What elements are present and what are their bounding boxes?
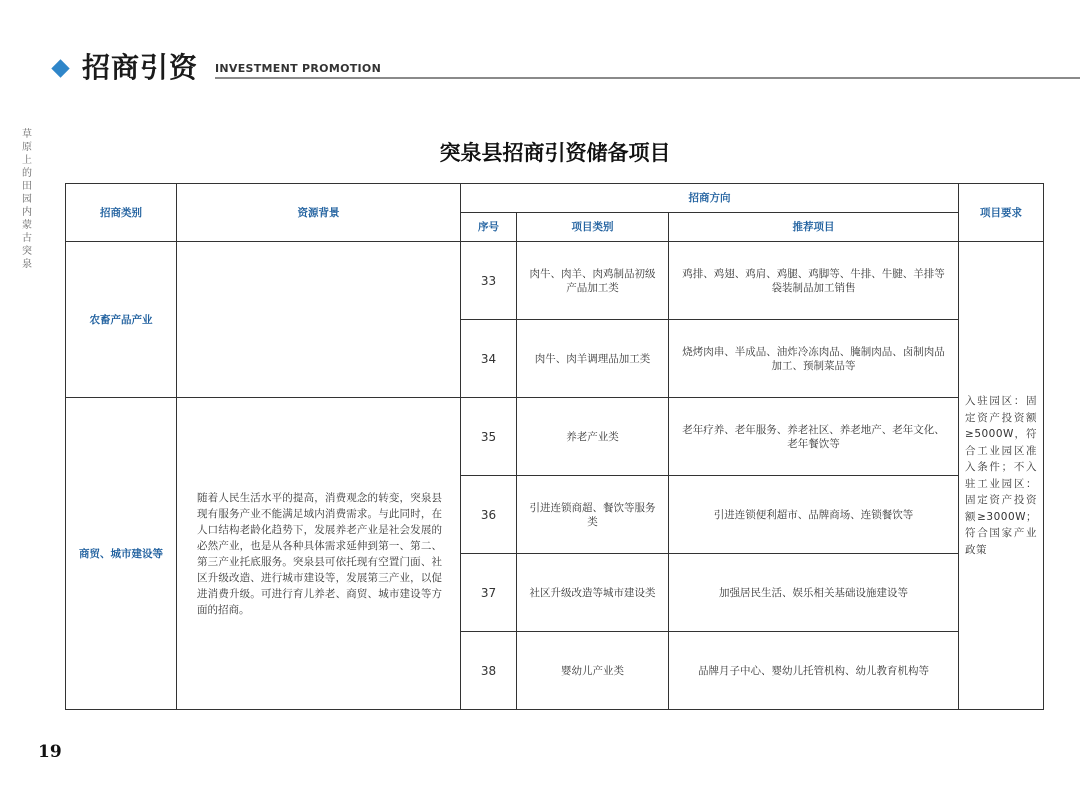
header-divider	[215, 77, 1080, 79]
number-cell: 37	[461, 554, 517, 632]
number-cell: 36	[461, 476, 517, 554]
diamond-icon	[51, 59, 69, 77]
type-cell: 肉牛、肉羊、肉鸡制品初级产品加工类	[517, 242, 669, 320]
table-row	[66, 242, 1044, 320]
table-row	[66, 398, 1044, 476]
project-table	[65, 183, 1044, 710]
header-type: 项目类别	[517, 213, 669, 242]
number-cell: 33	[461, 242, 517, 320]
table-title: 突泉县招商引资储备项目	[439, 141, 671, 165]
page-header	[0, 0, 1080, 100]
header-recommended: 推荐项目	[669, 213, 959, 242]
category-cell: 商贸、城市建设等	[66, 398, 177, 710]
header-requirement: 项目要求	[959, 184, 1044, 242]
type-cell: 社区升级改造等城市建设类	[517, 554, 669, 632]
header-number: 序号	[461, 213, 517, 242]
side-vertical-text: 草原上的田园 内蒙古突泉	[22, 129, 32, 270]
background-cell	[177, 242, 461, 398]
recommended-cell: 烧烤肉串、半成品、油炸冷冻肉品、腌制肉品、卤制肉品加工、预制菜品等	[669, 320, 959, 398]
type-cell: 养老产业类	[517, 398, 669, 476]
background-cell: 随着人民生活水平的提高，消费观念的转变，突泉县现有服务产业不能满足域内消费需求。与此同时，在人口结构老龄化趋势下，发展养老产业是社会发展的必然产业，也是从各种具体需求延伸到第一、第二、第三产业托底服务。突泉县可依托现有空置门面、社区升级改造、进行城市建设等，发展第三产业，以促进消费升级。可进行育儿养老、商贸、城市建设等方面的招商。	[177, 398, 461, 710]
type-cell: 引进连锁商超、餐饮等服务类	[517, 476, 669, 554]
recommended-cell: 老年疗养、老年服务、养老社区、养老地产、老年文化、老年餐饮等	[669, 398, 959, 476]
category-cell: 农畜产品产业	[66, 242, 177, 398]
requirement-cell: 入驻园区：固定资产投资额≥5000W，符合工业园区准入条件；不入驻工业园区：固定资产投资额≥3000W；符合国家产业政策	[959, 242, 1044, 710]
type-cell: 婴幼儿产业类	[517, 632, 669, 710]
recommended-cell: 品牌月子中心、婴幼儿托管机构、幼儿教育机构等	[669, 632, 959, 710]
section-title: 招商引资	[82, 51, 199, 84]
header-direction: 招商方向	[461, 184, 959, 213]
page-number: 19	[38, 742, 62, 762]
header-background: 资源背景	[177, 184, 461, 242]
header-category: 招商类别	[66, 184, 177, 242]
type-cell: 肉牛、肉羊调理品加工类	[517, 320, 669, 398]
recommended-cell: 鸡排、鸡翅、鸡肩、鸡腿、鸡脚等、牛排、牛腱、羊排等袋装制品加工销售	[669, 242, 959, 320]
number-cell: 38	[461, 632, 517, 710]
recommended-cell: 引进连锁便利超市、品牌商场、连锁餐饮等	[669, 476, 959, 554]
project-table-container	[65, 183, 1043, 709]
number-cell: 34	[461, 320, 517, 398]
section-subtitle: INVESTMENT PROMOTION	[215, 62, 382, 75]
recommended-cell: 加强居民生活、娱乐相关基础设施建设等	[669, 554, 959, 632]
number-cell: 35	[461, 398, 517, 476]
